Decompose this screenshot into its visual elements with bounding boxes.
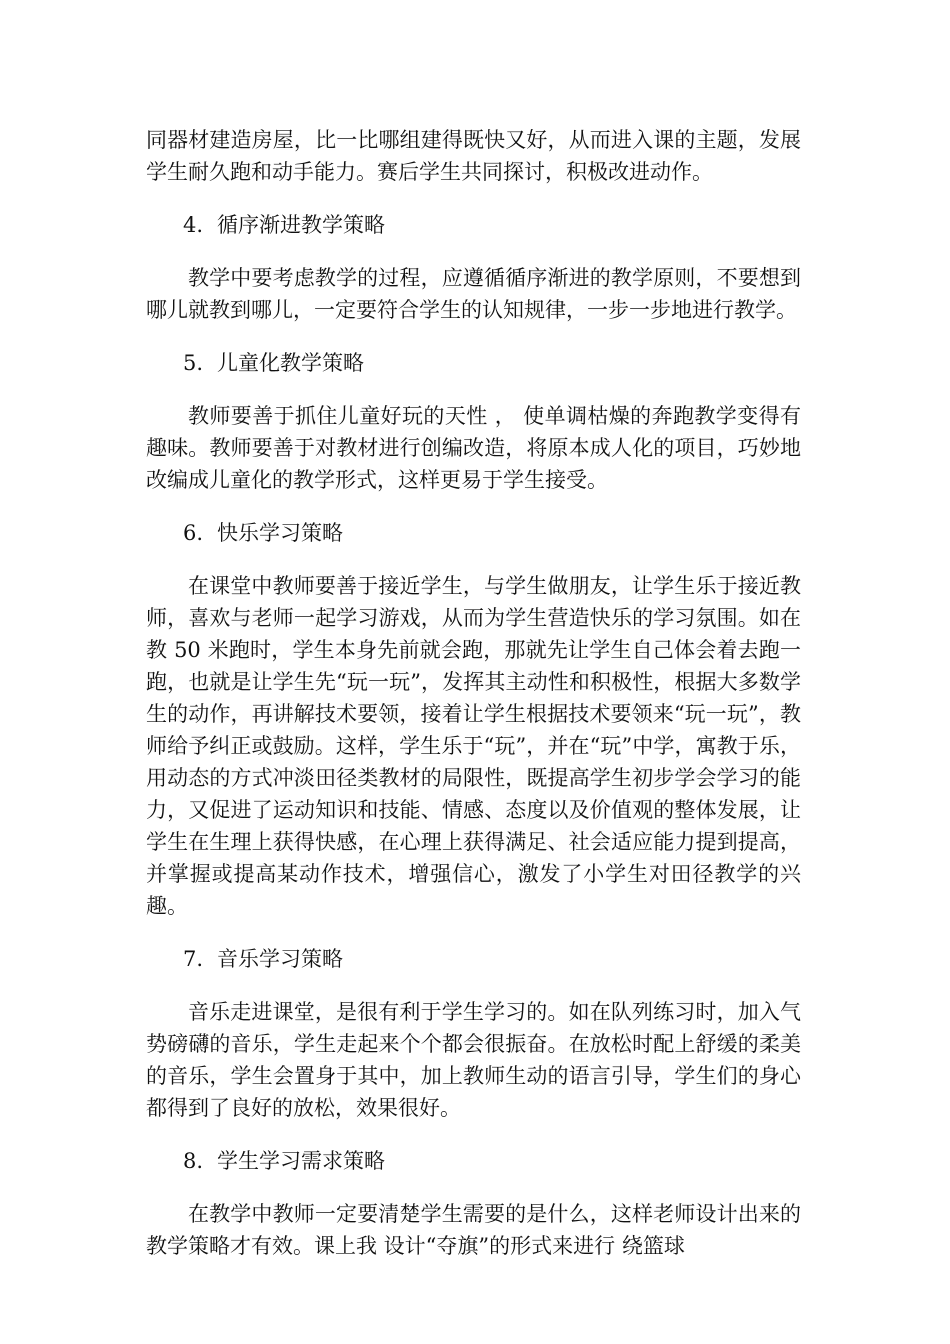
section-heading-6 bbox=[146, 517, 801, 549]
section-title: 儿童化教学策略 bbox=[217, 351, 364, 375]
section-number: 7. bbox=[183, 947, 204, 971]
paragraph-section-7: 音乐走进课堂，是很有利于学生学习的。如在队列练习时，加入气势磅礴的音乐，学生走起来个个都会很振奋。在放松时配上舒缓的柔美的音乐，学生会置身于其中，加上教师生动的语言引导，学生们的身心都得到了良好的放松，效果很好。 bbox=[146, 1000, 801, 1120]
paragraph-section-8: 在教学中教师一定要清楚学生需要的是什么，这样老师设计出来的教学策略才有效。课上我 设计“夺旗”的形式来进行 绕篮球 bbox=[146, 1202, 801, 1258]
section-heading-4 bbox=[146, 209, 801, 241]
section-title: 循序渐进教学策略 bbox=[217, 213, 385, 237]
section-title: 快乐学习策略 bbox=[217, 521, 343, 545]
section-number: 8. bbox=[183, 1149, 204, 1173]
section-heading-8 bbox=[146, 1145, 801, 1177]
section-heading-5 bbox=[146, 347, 801, 379]
section-title: 音乐学习策略 bbox=[217, 947, 343, 971]
paragraph-section-6: 在课堂中教师要善于接近学生，与学生做朋友，让学生乐于接近教师，喜欢与老师一起学习游戏，从而为学生营造快乐的学习氛围。如在教 50 米跑时，学生本身先前就会跑，那就先让学生自己体会着去跑一跑，也就是让学生先“玩一玩”，发挥其主动性和积极性，根据大多数学生的动作，再讲解技术要领，接着让学生根据技术要领来“玩一玩”，教师给予纠正或鼓励。这样，学生乐于“玩”，并在“玩”中学，寓教于乐，用动态的方式冲淡田径类教材的局限性，既提高学生初步学会学习的能力，又促进了运动知识和技能、情感、态度以及价值观的整体发展，让学生在生理上获得快感，在心理上获得满足、社会适应能力提到提高，并掌握或提高某动作技术，增强信心，激发了小学生对田径教学的兴趣。 bbox=[146, 574, 801, 918]
document-body bbox=[146, 124, 801, 1283]
section-title: 学生学习需求策略 bbox=[217, 1149, 385, 1173]
section-number: 5. bbox=[183, 351, 204, 375]
section-number: 4. bbox=[183, 213, 204, 237]
paragraph-section-5: 教师要善于抓住儿童好玩的天性 ， 使单调枯燥的奔跑教学变得有趣味。教师要善于对教材进行创编改造，将原本成人化的项目，巧妙地改编成儿童化的教学形式，这样更易于学生接受。 bbox=[146, 404, 801, 492]
paragraph-section-4: 教学中要考虑教学的过程，应遵循循序渐进的教学原则，不要想到哪儿就教到哪儿，一定要符合学生的认知规律，一步一步地进行教学。 bbox=[146, 266, 801, 322]
section-number: 6. bbox=[183, 521, 204, 545]
section-heading-7 bbox=[146, 943, 801, 975]
paragraph-continued-intro: 同器材建造房屋，比一比哪组建得既快又好，从而进入课的主题，发展学生耐久跑和动手能力。赛后学生共同探讨，积极改进动作。 bbox=[146, 128, 801, 184]
